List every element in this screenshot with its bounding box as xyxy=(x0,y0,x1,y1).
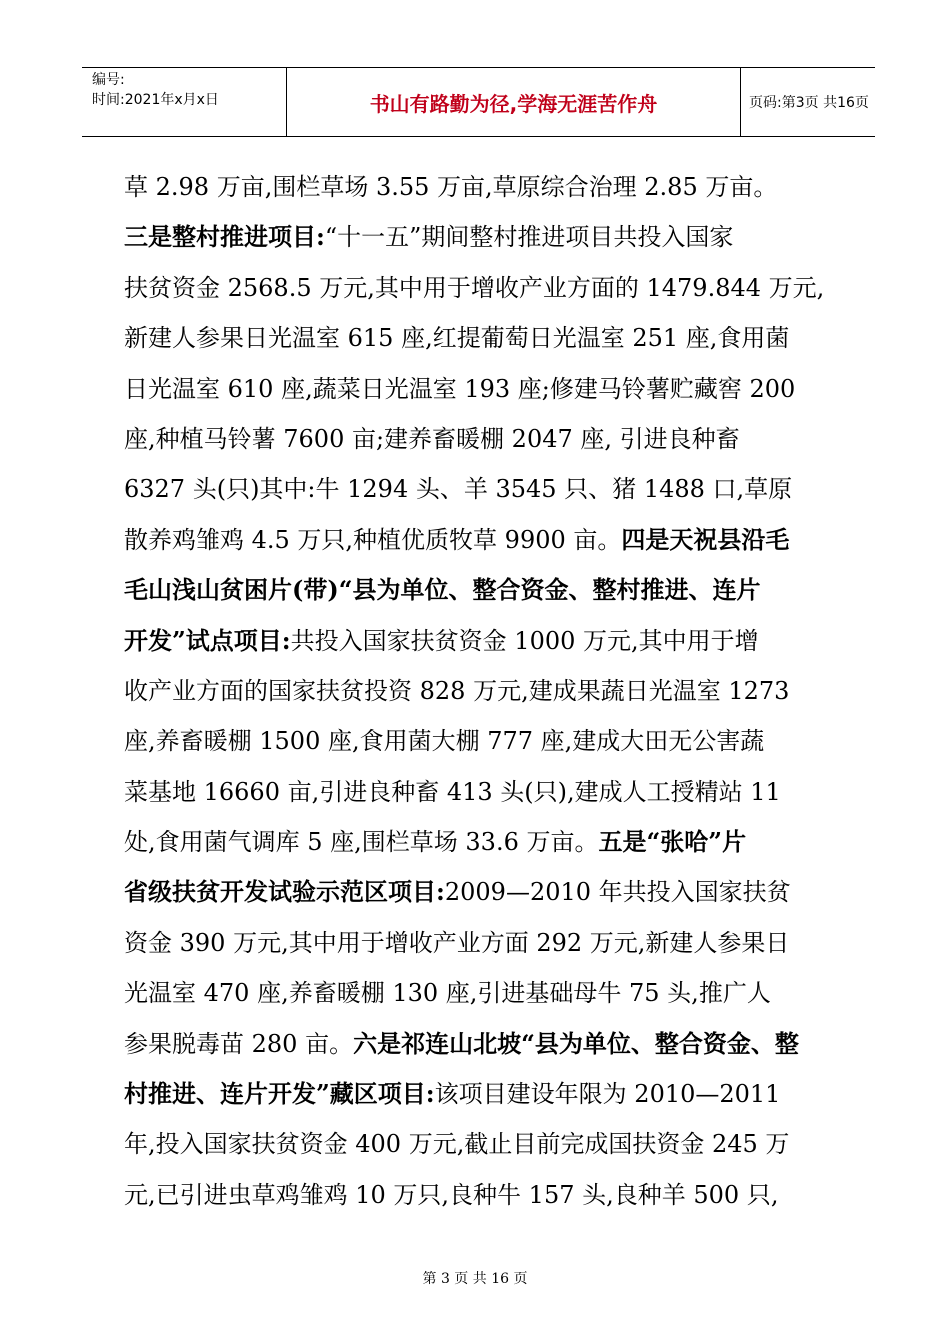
bold-text-run: 村推进、连片开发”藏区项目: xyxy=(124,1079,435,1109)
text-line xyxy=(124,414,844,464)
text-line xyxy=(124,1119,844,1169)
text-run: 2009—2010 年共投入国家扶贫 xyxy=(444,878,791,907)
text-line xyxy=(124,1019,844,1069)
text-line xyxy=(124,817,844,867)
header-meta-cell xyxy=(82,68,286,136)
text-line xyxy=(124,162,844,212)
text-run: 该项目建设年限为 2010—2011 xyxy=(434,1080,781,1109)
bold-text-run: 省级扶贫开发试验示范区项目: xyxy=(124,877,445,907)
document-number-label: 编号: xyxy=(92,72,125,88)
text-line xyxy=(124,565,844,615)
text-run: 光温室 470 座,养畜暖棚 130 座,引进基础母牛 75 头,推广人 xyxy=(124,979,771,1008)
text-run: 元,已引进虫草鸡雏鸡 10 万只,良种牛 157 头,良种羊 500 只, xyxy=(124,1180,779,1209)
text-run: 散养鸡雏鸡 4.5 万只,种植优质牧草 9900 亩。 xyxy=(124,525,622,554)
text-run: 年,投入国家扶贫资金 400 万元,截止目前完成国扶资金 245 万 xyxy=(124,1130,790,1159)
text-line xyxy=(124,767,844,817)
bold-text-run: 四是天祝县沿毛 xyxy=(621,524,790,554)
text-line xyxy=(124,918,844,968)
text-run: 座,种植马铃薯 7600 亩;建养畜暖棚 2047 座, 引进良种畜 xyxy=(124,424,740,453)
header-motto-cell xyxy=(286,68,741,136)
text-line xyxy=(124,464,844,514)
text-run: “十一五”期间整村推进项目共投入国家 xyxy=(324,223,734,252)
document-time-label: 时间:2021年x月x日 xyxy=(92,92,219,108)
text-line xyxy=(124,263,844,313)
text-line xyxy=(124,313,844,363)
text-run: 日光温室 610 座,蔬菜日光温室 193 座;修建马铃薯贮藏窖 200 xyxy=(124,374,796,403)
bold-text-run: 六是祁连山北坡“县为单位、整合资金、整 xyxy=(353,1028,799,1058)
text-run: 草 2.98 万亩,围栏草场 3.55 万亩,草原综合治理 2.85 万亩。 xyxy=(124,173,778,201)
text-line xyxy=(124,212,844,262)
text-run: 资金 390 万元,其中用于增收产业方面 292 万元,新建人参果日 xyxy=(124,928,790,957)
header-page-info: 页码:第3页 共16页 xyxy=(749,95,869,111)
bold-text-run: 五是“张哈”片 xyxy=(598,827,747,857)
text-line xyxy=(124,666,844,716)
page-footer: 第 3 页 共 16 页 xyxy=(422,1271,528,1287)
text-line xyxy=(124,1069,844,1119)
text-line xyxy=(124,364,844,414)
text-run: 菜基地 16660 亩,引进良种畜 413 头(只),建成人工授精站 11 xyxy=(124,777,781,806)
text-run: 参果脱毒苗 280 亩。 xyxy=(124,1029,354,1058)
text-line xyxy=(124,716,844,766)
bold-text-run: 毛山浅山贫困片(带)“县为单位、整合资金、整村推进、连片 xyxy=(124,575,761,605)
text-line xyxy=(124,867,844,917)
text-run: 座,养畜暖棚 1500 座,食用菌大棚 777 座,建成大田无公害蔬 xyxy=(124,727,765,756)
text-run: 6327 头(只)其中:牛 1294 头、羊 3545 只、猪 1488 口,草原 xyxy=(124,475,793,504)
header-motto: 书山有路勤为径,学海无涯苦作舟 xyxy=(369,91,658,116)
document-body xyxy=(124,162,844,1220)
text-run: 共投入国家扶贫资金 1000 万元,其中用于增 xyxy=(290,626,759,655)
text-line xyxy=(124,968,844,1018)
text-line xyxy=(124,1170,844,1220)
text-run: 新建人参果日光温室 615 座,红提葡萄日光温室 251 座,食用菌 xyxy=(124,324,790,353)
text-run: 处,食用菌气调库 5 座,围栏草场 33.6 万亩。 xyxy=(124,828,599,857)
text-line xyxy=(124,616,844,666)
page-header xyxy=(82,67,875,137)
header-page-cell xyxy=(741,68,875,136)
text-line xyxy=(124,515,844,565)
text-run: 收产业方面的国家扶贫投资 828 万元,建成果蔬日光温室 1273 xyxy=(124,676,790,705)
bold-text-run: 开发”试点项目: xyxy=(124,625,291,655)
bold-text-run: 三是整村推进项目: xyxy=(124,222,325,252)
text-run: 扶贫资金 2568.5 万元,其中用于增收产业方面的 1479.844 万元, xyxy=(124,273,825,302)
